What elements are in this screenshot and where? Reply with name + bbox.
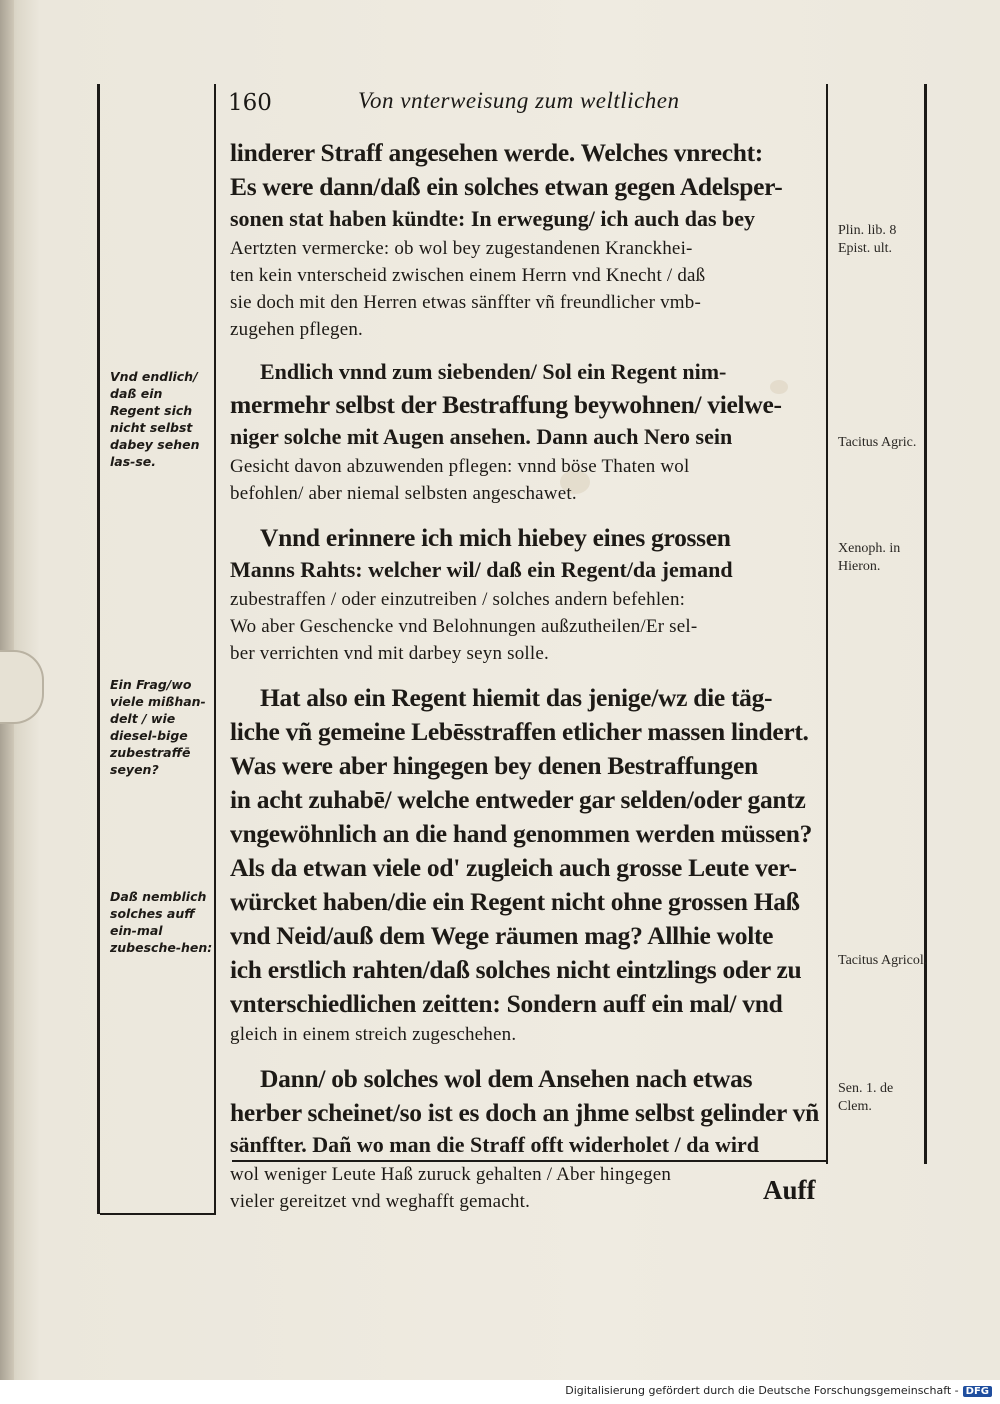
- left-margin-note: Vnd endlich/ daß ein Regent sich nicht selbst dabey sehen las-se.: [110, 369, 200, 469]
- text-line: Als da etwan viele od' zugleich auch grosse Leute ver-: [230, 855, 797, 882]
- text-line: zugehen pflegen.: [230, 320, 363, 340]
- page-tab-mark: [0, 650, 44, 724]
- inner-right-rule: [826, 84, 828, 1164]
- bottom-left-rule: [100, 1213, 216, 1215]
- text-line: vieler gereitzet vnd weghafft gemacht.: [230, 1192, 531, 1212]
- text-line: würcket haben/die ein Regent nicht ohne grossen Haß: [230, 889, 800, 916]
- text-line: Vnnd erinnere ich mich hiebey eines grossen: [260, 525, 731, 552]
- page-number: 160: [228, 90, 272, 116]
- running-title: Von vnterweisung zum weltlichen: [358, 88, 680, 113]
- left-margin-note: Ein Frag/wo viele mißhan-delt / wie diesel-bige zubestraffē seyen?: [110, 677, 206, 777]
- text-line: Manns Rahts: welcher wil/ daß ein Regent/da jemand: [230, 559, 733, 582]
- text-line: Hat also ein Regent hiemit das jenige/wz die täg-: [260, 685, 773, 712]
- text-line: Dann/ ob solches wol dem Ansehen nach etwas: [260, 1066, 753, 1093]
- text-line: mermehr selbst der Bestraffung beywohnen/ vielwe-: [230, 392, 782, 419]
- digitization-footer: [0, 1380, 1000, 1404]
- right-margin-note: Xenoph. in Hieron.: [838, 541, 901, 574]
- right-margin-note: Plin. lib. 8 Epist. ult.: [838, 223, 897, 256]
- text-line: ten kein vnterscheid zwischen einem Herrn vnd Knecht / daß: [230, 266, 706, 286]
- outer-left-rule: [97, 84, 100, 1214]
- text-line: Es were dann/daß ein solches etwan gegen Adelsper-: [230, 174, 783, 201]
- text-line: niger solche mit Augen ansehen. Dann auch Nero sein: [230, 426, 733, 449]
- text-line: herber scheinet/so ist es doch an jhme selbst gelinder vñ: [230, 1100, 819, 1127]
- right-margin-note: Tacitus Agric.: [838, 435, 917, 450]
- text-line: gleich in einem streich zugeschehen.: [230, 1025, 517, 1045]
- right-margin-note: Tacitus Agricol.: [838, 953, 928, 968]
- text-line: Aertzten vermercke: ob wol bey zugestandenen Kranckhei-: [230, 239, 693, 259]
- body-text: [230, 140, 826, 1219]
- text-line: sonen stat haben kündte: In erwegung/ ich auch das bey: [230, 208, 756, 231]
- text-line: linderer Straff angesehen werde. Welches vnrecht:: [230, 140, 764, 167]
- text-line: vngewöhnlich an die hand genommen werden müssen?: [230, 821, 813, 848]
- text-line: Was were aber hingegen bey denen Bestraffungen: [230, 753, 758, 780]
- text-line: ich erstlich rahten/daß solches nicht eintzlings oder zu: [230, 957, 802, 984]
- text-line: vnterschiedlichen zeitten: Sondern auff ein mal/ vnd: [230, 991, 783, 1018]
- text-line: vnd Neid/auß dem Wege räumen mag? Allhie wolte: [230, 923, 774, 950]
- inner-left-rule: [214, 84, 216, 1214]
- credit-text: Digitalisierung gefördert durch die Deutsche Forschungsgemeinschaft -: [565, 1384, 959, 1397]
- text-line: Gesicht davon abzuwenden pflegen: vnnd böse Thaten wol: [230, 457, 690, 477]
- text-line: wol weniger Leute Haß zuruck gehalten / Aber hingegen: [230, 1165, 672, 1185]
- text-line: befohlen/ aber niemal selbsten angeschawet.: [230, 484, 577, 504]
- text-line: liche vñ gemeine Lebēsstraffen etlicher massen lindert.: [230, 719, 809, 746]
- right-margin-note: Sen. 1. de Clem.: [838, 1081, 894, 1114]
- text-line: in acht zuhabē/ welche entweder gar selden/oder gantz: [230, 787, 806, 814]
- text-line: Wo aber Geschencke vnd Belohnungen außzutheilen/Er sel-: [230, 617, 698, 637]
- text-line: ber verrichten vnd mit darbey seyn solle.: [230, 644, 549, 664]
- catchword: Auff: [763, 1175, 816, 1205]
- dfg-logo: DFG: [963, 1386, 992, 1397]
- footer-credit: [565, 1384, 992, 1397]
- text-line: sie doch mit den Herren etwas sänffter vñ freundlicher vmb-: [230, 293, 701, 313]
- left-margin-note: Daß nemblich solches auff ein-mal zubesche-hen:: [110, 889, 213, 955]
- text-line: sänffter. Dañ wo man die Straff offt widerholet / da wird: [230, 1134, 759, 1157]
- text-line: Endlich vnnd zum siebenden/ Sol ein Regent nim-: [260, 361, 727, 384]
- text-line: zubestraffen / oder einzutreiben / solches andern befehlen:: [230, 590, 686, 610]
